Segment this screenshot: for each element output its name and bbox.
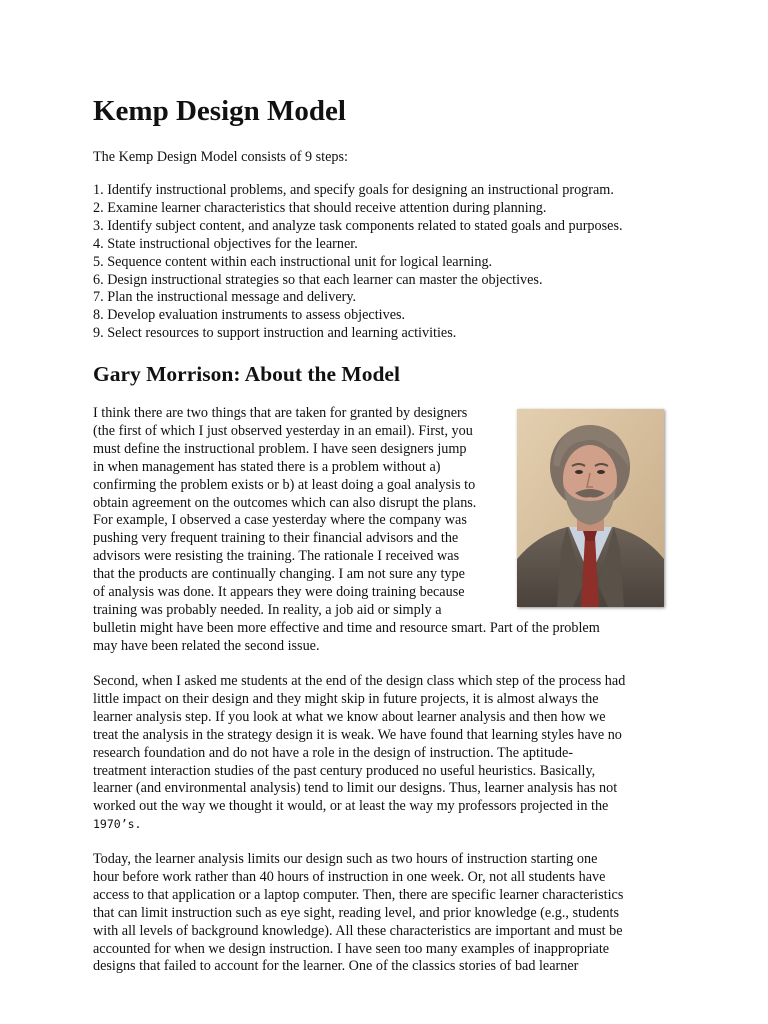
text-line: with all levels of background knowledge). All these characteristics are important and must be	[93, 922, 623, 939]
text-line: learner analysis step. If you look at what we know about learner analysis and then how we	[93, 708, 606, 725]
text-line: For example, I observed a case yesterday where the company was	[93, 512, 467, 529]
text-line: treat the analysis in the strategy design it is weak. We have found that learning styles have no	[93, 726, 622, 743]
text-line: learner (and environmental analysis) tend to limit our designs. Thus, learner analysis has not	[93, 780, 618, 797]
text-line: hour before work rather than 40 hours of instruction in one week. Or, not all students have	[93, 868, 606, 885]
page-title: Kemp Design Model	[93, 95, 346, 127]
text-line: I think there are two things that are taken for granted by designers	[93, 405, 468, 421]
paragraph-2	[93, 673, 677, 834]
text-line: that the products are continually changing. I am not sure any type	[93, 566, 465, 583]
text-line: worked out the way we thought it would, or at least the way my professors projected in the	[93, 798, 609, 815]
text-line: little impact on their design and they might skip in future projects, it is almost always the	[93, 690, 599, 707]
text-line: obtain agreement on the outcomes which can also disrupt the plans.	[93, 494, 477, 511]
text-line: training was probably needed. In reality, a job aid or simply a	[93, 601, 442, 618]
portrait-illustration	[517, 409, 664, 607]
text-line: bulletin might have been more effective and time and resource smart. Part of the problem	[93, 619, 600, 636]
list-item: 5. Sequence content within each instructional unit for logical learning.	[93, 253, 493, 270]
paragraph-3	[93, 851, 677, 976]
text-line: treatment interaction studies of the past century produced no useful heuristics. Basically,	[93, 762, 596, 779]
text-line: that can limit instruction such as eye sight, reading level, and prior knowledge (e.g., students	[93, 904, 619, 921]
intro-text: The Kemp Design Model consists of 9 steps:	[93, 149, 348, 165]
text-line: of analysis was done. It appears they were doing training because	[93, 584, 465, 601]
text-line: access to that application or a laptop computer. Then, there are specific learner characteristics	[93, 886, 624, 903]
list-item: 8. Develop evaluation instruments to assess objectives.	[93, 307, 406, 324]
section-title: Gary Morrison: About the Model	[93, 362, 400, 386]
text-line: in when management has stated there is a problem without a)	[93, 458, 441, 475]
text-line: may have been related the second issue.	[93, 637, 320, 654]
text-line: 1970’s.	[93, 817, 142, 832]
list-item: 6. Design instructional strategies so that each learner can master the objectives.	[93, 271, 543, 288]
text-line: Second, when I asked me students at the end of the design class which step of the process had	[93, 673, 626, 689]
text-line: designs that failed to account for the learner. One of the classics stories of bad learner	[93, 958, 579, 975]
text-line: advisors were resisting the training. The rationale I received was	[93, 548, 460, 565]
text-line: Today, the learner analysis limits our design such as two hours of instruction starting one	[93, 851, 598, 867]
list-item: 9. Select resources to support instruction and learning activities.	[93, 325, 457, 342]
portrait-photo	[517, 409, 664, 607]
steps-list	[93, 182, 623, 343]
list-item: 4. State instructional objectives for the learner.	[93, 235, 358, 252]
list-item: 7. Plan the instructional message and delivery.	[93, 289, 357, 306]
text-line: confirming the problem exists or b) at least doing a goal analysis to	[93, 476, 476, 493]
text-line: research foundation and do not have a role in the design of instruction. The aptitude-	[93, 744, 573, 761]
list-item: 2. Examine learner characteristics that should receive attention during planning.	[93, 199, 547, 216]
list-item: 3. Identify subject content, and analyze task components related to stated goals and purposes.	[93, 217, 623, 234]
text-line: must define the instructional problem. I have seen designers jump	[93, 440, 467, 457]
list-item: 1. Identify instructional problems, and specify goals for designing an instructional program.	[93, 182, 614, 198]
text-line: (the first of which I just observed yesterday in an email). First, you	[93, 422, 473, 439]
text-line: pushing very frequent training to their financial advisors and the	[93, 530, 459, 547]
text-line: accounted for when we design instruction. I have seen too many examples of inappropriate	[93, 940, 610, 957]
